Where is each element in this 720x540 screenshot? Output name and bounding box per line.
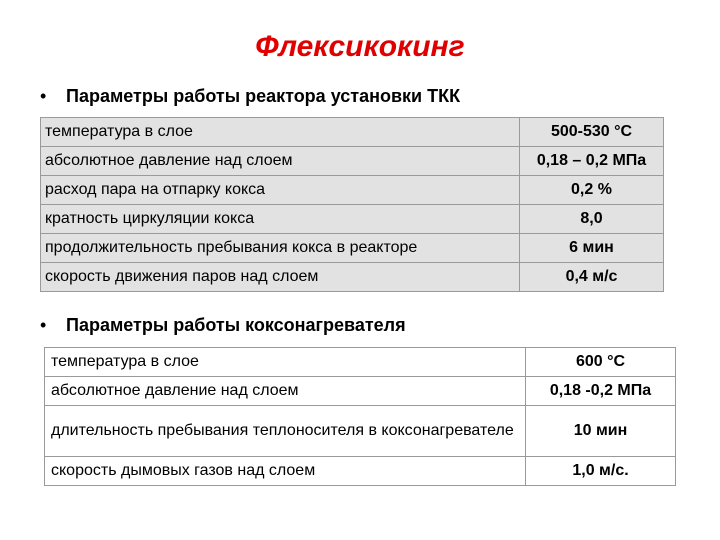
table-row [41,263,664,292]
param-name: продолжительность пребывания кокса в реакторе [41,234,520,263]
bullet-icon: • [40,86,47,106]
table-row [45,348,676,377]
table-row [41,118,664,147]
param-name: абсолютное давление над слоем [41,147,520,176]
reactor-parameters-table [40,117,664,292]
param-value: 0,18 – 0,2 МПа [520,147,664,176]
bullet-icon: • [40,315,47,335]
table-row [41,147,664,176]
param-name: температура в слое [41,118,520,147]
table-row [41,176,664,205]
param-name: абсолютное давление над слоем [45,377,526,406]
param-value: 0,2 % [520,176,664,205]
table-row [41,234,664,263]
param-value: 8,0 [520,205,664,234]
param-name: скорость движения паров над слоем [41,263,520,292]
param-name: кратность циркуляции кокса [41,205,520,234]
param-value: 6 мин [520,234,664,263]
param-name: длительность пребывания теплоносителя в коксонагревателе [45,406,526,457]
table-row [41,205,664,234]
section-heading-text: Параметры работы реактора установки ТКК [66,86,461,106]
slide-title: Флексикокинг [255,30,465,63]
section-heading-text: Параметры работы коксонагревателя [66,315,406,335]
param-value: 600 °С [526,348,676,377]
param-value: 1,0 м/с. [526,457,676,486]
param-value: 0,18 -0,2 МПа [526,377,676,406]
table-row [45,457,676,486]
heater-parameters-table [44,347,676,486]
param-name: скорость дымовых газов над слоем [45,457,526,486]
param-value: 0,4 м/с [520,263,664,292]
table-row [45,377,676,406]
param-value: 10 мин [526,406,676,457]
section-heading-heater [40,315,406,336]
param-value: 500-530 °С [520,118,664,147]
section-heading-reactor [40,86,460,107]
param-name: температура в слое [45,348,526,377]
param-name: расход пара на отпарку кокса [41,176,520,205]
table-row [45,406,676,457]
